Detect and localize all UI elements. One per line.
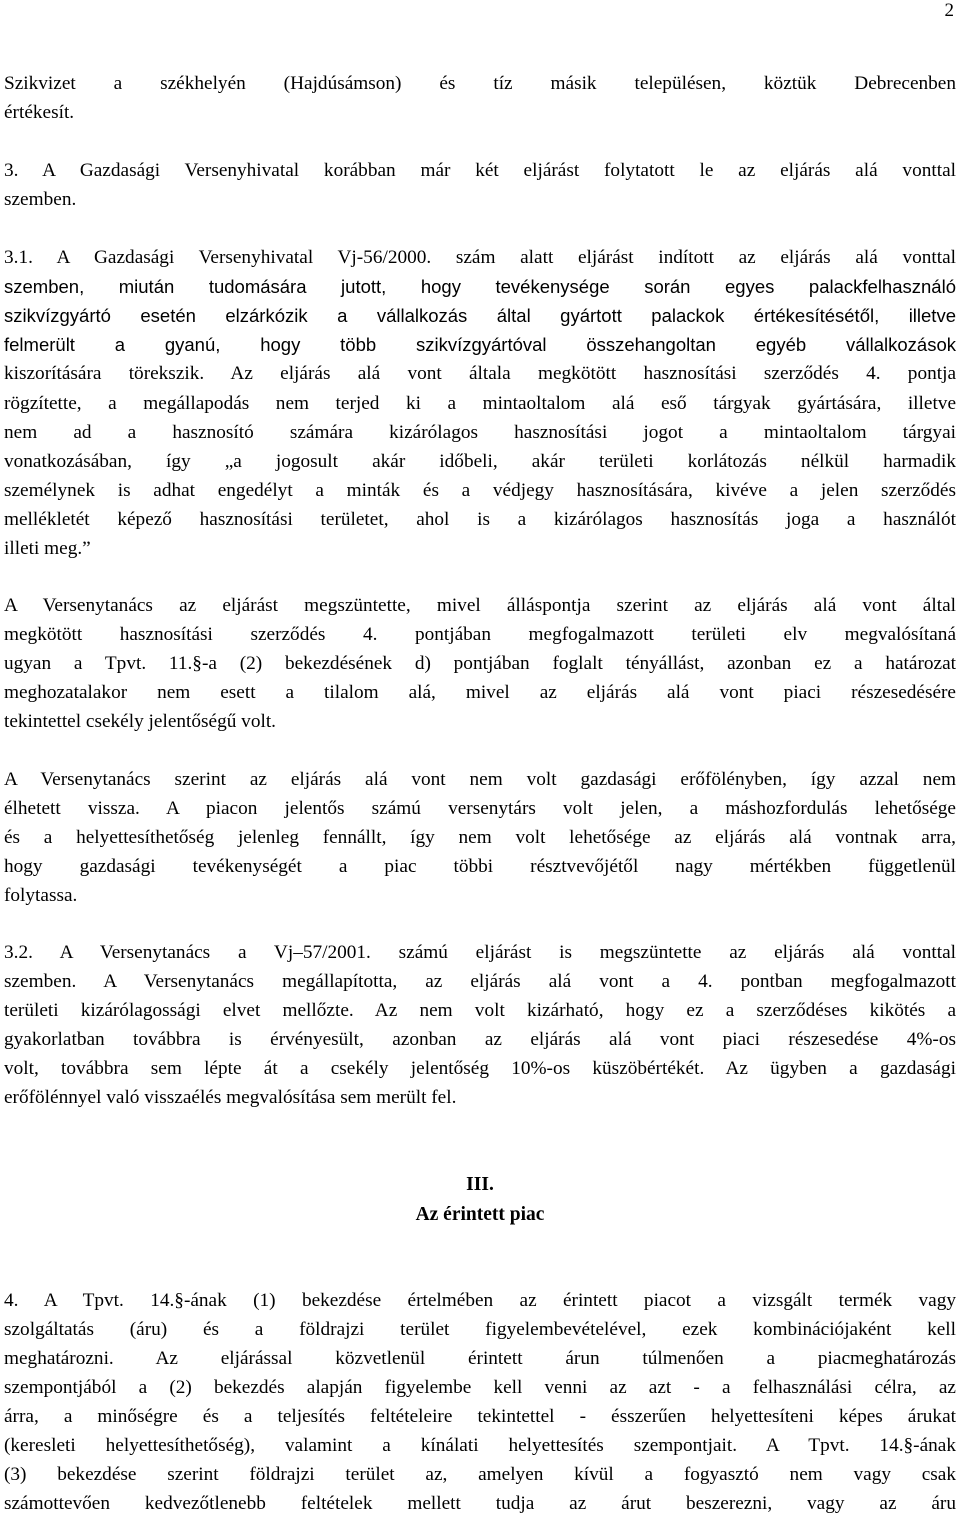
text-line: szemben. A Versenytanács megállapította, az eljárás alá vont a 4. pontban megfogalmazott xyxy=(4,971,956,992)
text-line: szemben. xyxy=(4,189,77,210)
text-line: meghozatalakor nem esett a tilalom alá, mivel az eljárás alá vont piaci részesedésére xyxy=(4,682,956,703)
text-line: 4. A Tpvt. 14.§-ának (1) bekezdése értelmében az érintett piacot a vizsgált termék vagy xyxy=(4,1290,956,1311)
text-line: élhetett vissza. A piacon jelentős számú versenytárs volt jelen, a máshozfordulás lehetősége xyxy=(4,798,956,819)
text-line: ugyan a Tpvt. 11.§-a (2) bekezdésének d) pontjában foglalt tényállást, azonban ez a határozat xyxy=(4,653,956,674)
text-line: vonatkozásában, így „a jogosult akár időbeli, akár területi korlátozás nélkül harmadik xyxy=(4,451,956,472)
text-line: nem ad a hasznosító számára kizárólagos hasznosítási jogot a mintaoltalom tárgyai xyxy=(4,422,956,443)
text-line: Szikvizet a székhelyén (Hajdúsámson) és tíz másik településen, köztük Debrecenben xyxy=(4,73,956,94)
text-line: személynek is adhat engedélyt a minták és a védjegy hasznosítására, kivéve a jelen szerződés xyxy=(4,480,956,501)
text-line: rögzítette, a megállapodás nem terjed ki a mintaoltalom alá eső tárgyak gyártására, illetve xyxy=(4,393,956,414)
text-line: volt, továbbra sem lépte át a csekély jelentőség 10%-os küszöbértékét. Az ügyben a gazdasági xyxy=(4,1058,956,1079)
text-line: szemben, miután tudomására jutott, hogy tevékenysége során egyes palackfelhasználó xyxy=(4,276,956,297)
section-number: III. xyxy=(466,1174,494,1195)
text-line: kiszorítására törekszik. Az eljárás alá vont általa megkötött hasznosítási szerződés 4. pontja xyxy=(4,363,956,384)
text-line: (3) bekezdése szerint földrajzi terület az, amelyen kívül a fogyasztó nem vagy csak xyxy=(4,1464,956,1485)
text-line: gyakorlatban továbbra is érvényesült, azonban az eljárás alá vont piaci részesedése 4%-os xyxy=(4,1029,956,1050)
text-line: árra, a minőségre és a teljesítés feltételeire tekintettel - ésszerűen helyettesíteni képes árukat xyxy=(4,1406,956,1427)
text-line: megkötött hasznosítási szerződés 4. pontjában megfogalmazott területi elv megvalósítaná xyxy=(4,624,956,645)
text-line: 3. A Gazdasági Versenyhivatal korábban már két eljárást folytatott le az eljárás alá vonttal xyxy=(4,160,956,181)
text-line: értékesít. xyxy=(4,102,75,123)
text-line: szikvízgyártó esetén elzárkózik a vállalkozás által gyártott palackok értékesítésétől, illetve xyxy=(4,305,956,326)
text-line: tekintettel csekély jelentőségű volt. xyxy=(4,711,276,732)
text-line: területi kizárólagossági elvet mellőzte. Az nem volt kizárható, hogy ez a szerződéses kikötés a xyxy=(4,1000,956,1021)
text-line: illeti meg.” xyxy=(4,538,91,559)
text-line: 3.2. A Versenytanács a Vj–57/2001. számú eljárást is megszüntette az eljárás alá vonttal xyxy=(4,942,956,963)
text-line: szempontjából a (2) bekezdés alapján figyelembe kell venni az azt - a felhasználási célra, az xyxy=(4,1377,956,1398)
page-number: 2 xyxy=(944,0,954,21)
text-line: és a helyettesíthetőség jelenleg fennállt, így nem volt lehetősége az eljárás alá vontnak arra, xyxy=(4,827,956,848)
text-line: A Versenytanács szerint az eljárás alá vont nem volt gazdasági erőfölényben, így azzal nem xyxy=(4,769,956,790)
text-line: szolgáltatás (áru) és a földrajzi terület figyelembevételével, ezek kombinációjaként kell xyxy=(4,1319,956,1340)
text-line: erőfölénnyel való visszaélés megvalósítása sem merült fel. xyxy=(4,1087,457,1108)
text-line: meghatározni. Az eljárással közvetlenül érintett árun túlmenően a piacmeghatározás xyxy=(4,1348,956,1369)
text-line: A Versenytanács az eljárást megszüntette, mivel álláspontja szerint az eljárás alá vont által xyxy=(4,595,956,616)
text-line: számottevően kedvezőtlenebb feltételek mellett tudja az árut beszerezni, vagy az áru xyxy=(4,1493,956,1514)
text-line: mellékletét képező hasznosítási területet, ahol is a kizárólagos hasznosítás joga a használót xyxy=(4,509,956,530)
text-line: (keresleti helyettesíthetőség), valamint a kínálati helyettesítés szempontjait. A Tpvt. 14.§-ának xyxy=(4,1435,956,1456)
text-line: folytassa. xyxy=(4,885,78,906)
text-line: 3.1. A Gazdasági Versenyhivatal Vj-56/2000. szám alatt eljárást indított az eljárás alá vonttal xyxy=(4,247,956,268)
text-line: hogy gazdasági tevékenységét a piac többi résztvevőjétől nagy mértékben függetlenül xyxy=(4,856,956,877)
text-line: felmerült a gyanú, hogy több szikvízgyártóval összehangoltan egyéb vállalkozások xyxy=(4,334,956,355)
section-title: Az érintett piac xyxy=(415,1204,545,1225)
